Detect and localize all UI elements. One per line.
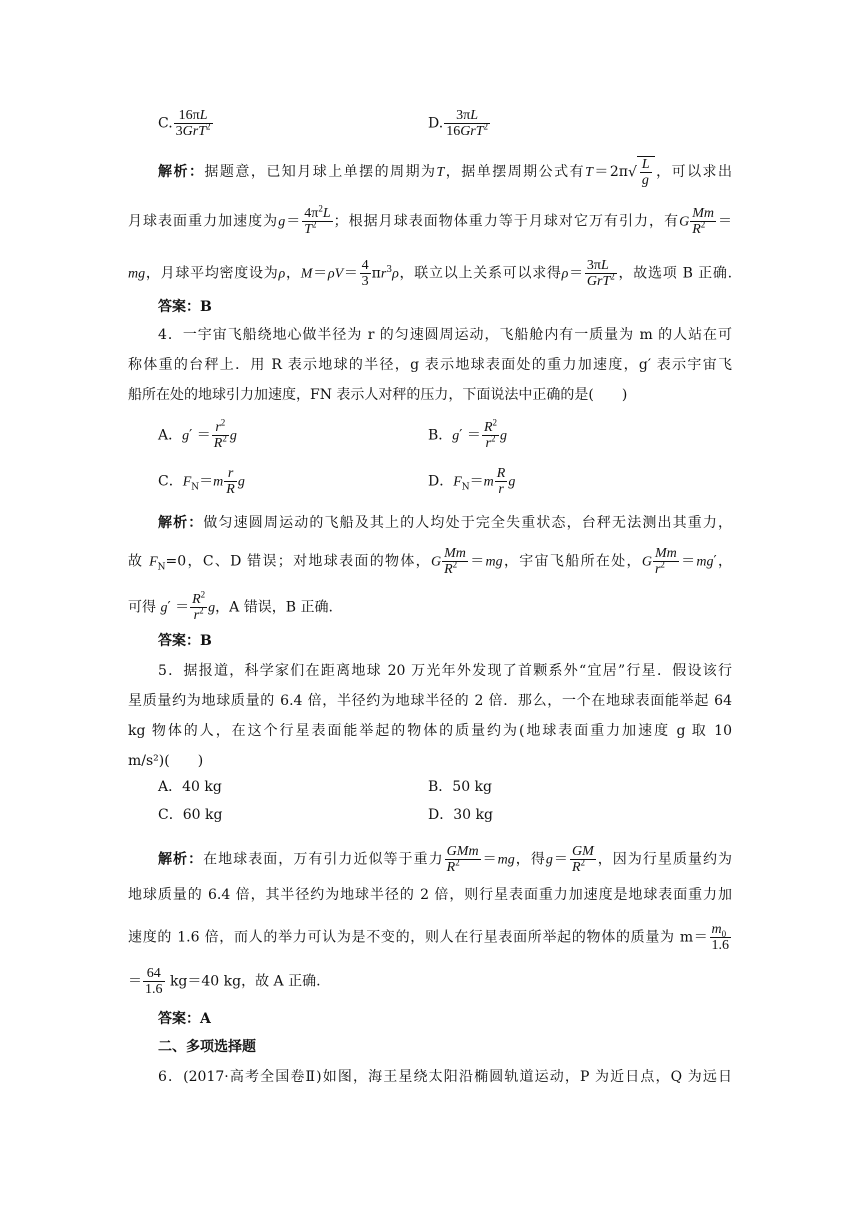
q3-option-d: D. $\frac{3\pi L}{16GrT^2}$	[428, 108, 489, 139]
q3-answer: 答案：B	[158, 299, 212, 315]
q3-option-c: C. $\frac{16\pi L}{3GrT^2}$	[158, 108, 211, 139]
q4-option-d: D．$F_N=m$ $\frac{R}{r}$ g	[428, 466, 516, 497]
q4-option-b: B．g′ ＝ $\frac{R^2}{r^2}$ g	[428, 417, 507, 451]
q5-option-a: A．40 kg	[158, 779, 222, 795]
q4-analysis-line-1: 解析：做匀速圆周运动的飞船及其上的人均处于完全失重状态，台秤无法测出其重力，	[158, 515, 732, 531]
q4-answer: 答案：B	[158, 633, 212, 649]
q5-analysis-line-2: 地球质量的 6.4 倍，其半径约为地球半径的 2 倍，则行星表面重力加速度是地球表面重力加	[128, 887, 732, 903]
q5-stem-line-3: kg 物体的人，在这个行星表面能举起的物体的质量约为(地球表面重力加速度 g 取 10	[128, 723, 732, 739]
q5-analysis-line-3: 速度的 1.6 倍，而人的举力可认为是不变的，则人在行星表面所举起的物体的质量为 m＝ $\frac{m_0}{1.6}$	[128, 922, 729, 953]
q4-analysis-line-3: 可得 g′ ＝ $\frac{R^2}{r^2}$ g，A 错误，B 正确.	[128, 589, 333, 623]
q5-analysis-line-4: ＝ $\frac{64}{1.6}$ kg＝40 kg，故 A 正确.	[128, 966, 321, 997]
q4-analysis-line-2: 故 $F_N=0$，C、D 错误；对地球表面的物体，G $\frac{Mm}{R^2}$ ＝mg，宇宙飞船所在处，G $\frac{Mm}{r^2}$ ＝mg′，	[128, 546, 733, 577]
q3-analysis-line-3: mg，月球平均密度设为ρ，M＝ρV＝ $\frac{4}{3}$ $\pi r^3\rho$，联立以上关系可以求得ρ＝ $\frac{3\pi L}{GrT^2}$ ，故选项 B 正确.	[128, 258, 733, 289]
q5-option-c: C．60 kg	[158, 807, 223, 823]
q5-stem-line-2: 星质量约为地球质量的 6.4 倍，半径约为地球半径的 2 倍．那么，一个在地球表面能举起 64	[128, 693, 732, 709]
q5-stem-line-4: m/s²)( )	[128, 753, 204, 769]
q6-stem-line-1: 6．(2017·高考全国卷Ⅱ)如图，海王星绕太阳沿椭圆轨道运动，P 为近日点，Q 为远日	[158, 1069, 732, 1085]
q5-analysis-line-1: 解析：在地球表面，万有引力近似等于重力 $\frac{\text{GMm}}{R^2}$ ＝mg，得g＝ $\frac{GM}{R^2}$ ，因为行星质量约为	[158, 844, 733, 875]
q3-analysis-line-1: 解析：据题意，已知月球上单摆的周期为T，据单摆周期公式有T＝2π√ $\frac{L}{g}$ ，可以求出	[158, 157, 733, 188]
q4-stem-line-1: 4．一宇宙飞船绕地心做半径为 r 的匀速圆周运动，飞船舱内有一质量为 m 的人站在可	[158, 327, 732, 343]
q5-option-d: D．30 kg	[428, 807, 493, 823]
q5-answer: 答案：A	[158, 1011, 211, 1027]
q4-stem-line-3: 船所在处的地球引力加速度，FN 表示人对秤的压力，下面说法中正确的是( )	[128, 387, 628, 403]
q5-stem-line-1: 5．据报道，科学家们在距离地球 20 万光年外发现了首颗系外“宜居”行星．假设该行	[158, 663, 732, 679]
q4-option-a: A．g′ ＝ $\frac{r^2}{R^2}$ g	[158, 417, 237, 451]
q5-option-b: B．50 kg	[428, 779, 492, 795]
section-title-multiple-choice: 二、多项选择题	[158, 1039, 256, 1055]
q3-analysis-line-2: 月球表面重力加速度为g＝ $\frac{4\pi^2L}{T^2}$ ；根据月球表面物体重力等于月球对它万有引力，有G $\frac{Mm}{R^2}$ ＝	[128, 203, 733, 237]
q4-stem-line-2: 称体重的台秤上．用 R 表示地球的半径，g 表示地球表面处的重力加速度，g′ 表示宇宙飞	[128, 357, 732, 373]
q4-option-c: C．$F_N=m$ $\frac{r}{R}$ g	[158, 466, 245, 497]
